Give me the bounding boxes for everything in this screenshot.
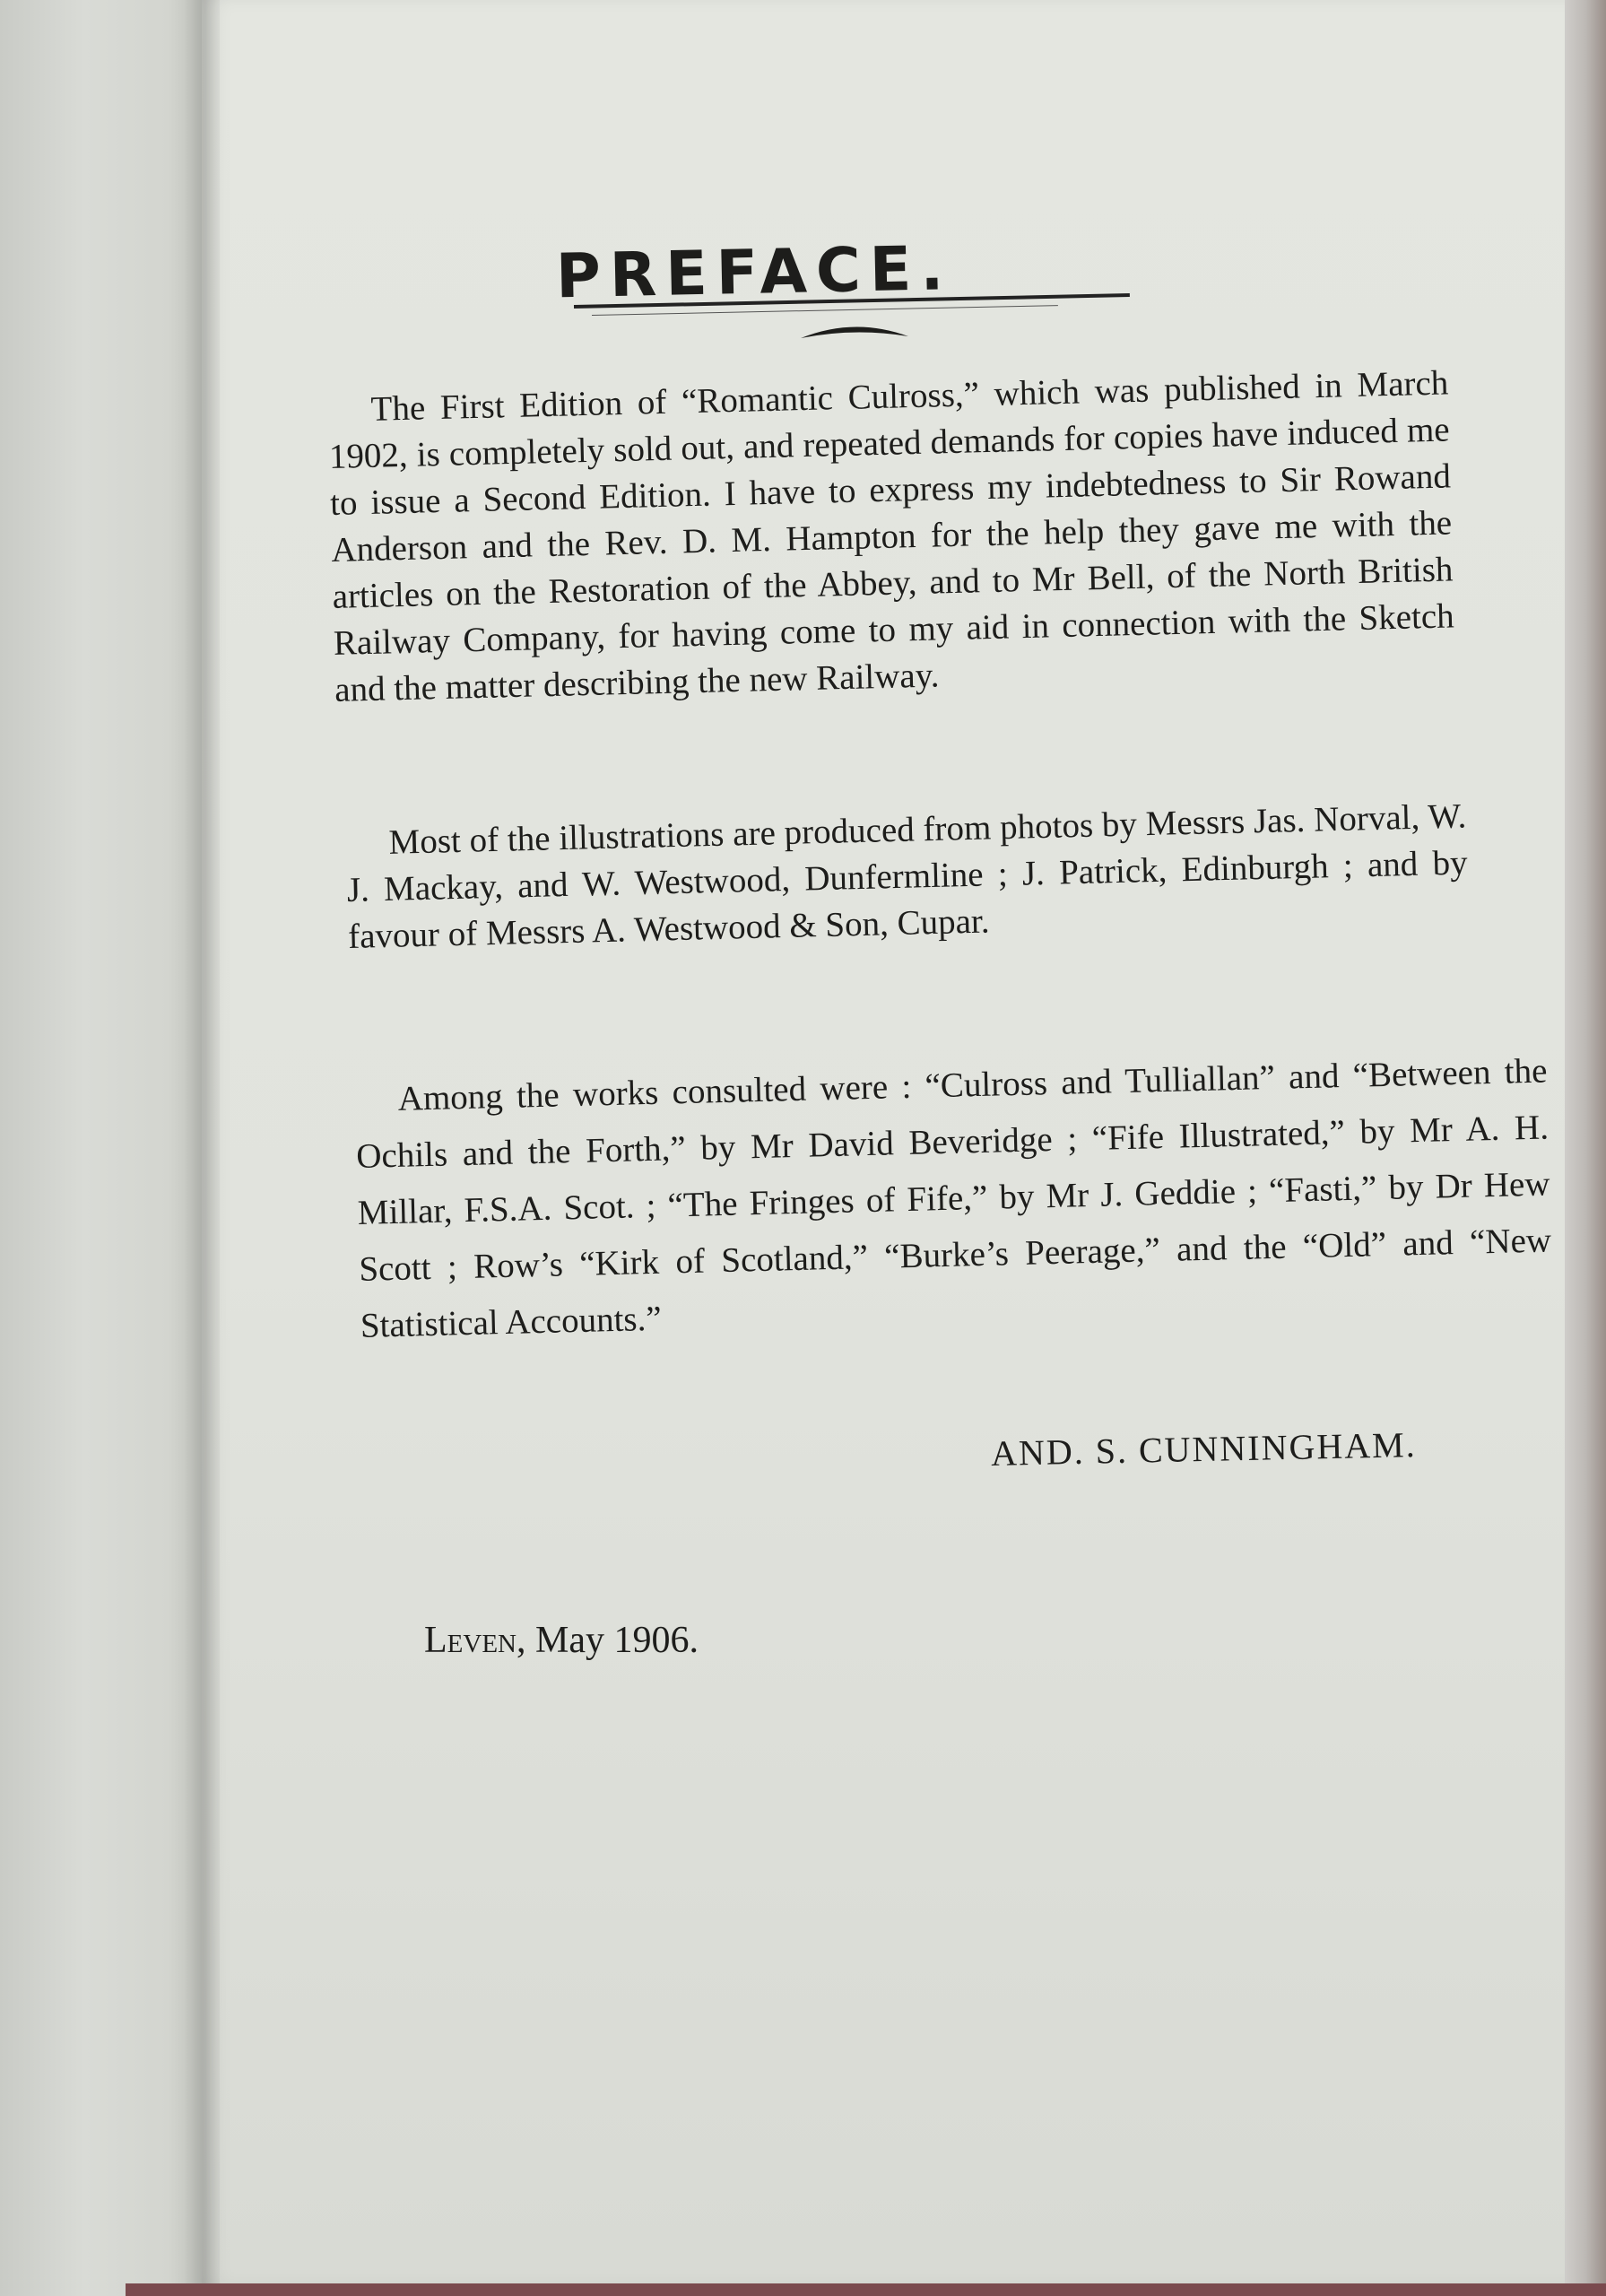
place-name: Leven xyxy=(424,1620,517,1661)
place-and-date xyxy=(424,1619,699,1662)
author-signature: AND. S. CUNNINGHAM. xyxy=(990,1424,1418,1474)
paragraph-indent xyxy=(346,854,389,855)
preface-paragraph-2 xyxy=(345,793,1469,960)
date-text: , May 1906. xyxy=(516,1620,699,1661)
paragraph-indent xyxy=(355,1110,398,1111)
preface-paragraph-1 xyxy=(327,360,1456,713)
page-title: PREFACE. xyxy=(555,233,953,313)
book-bottom-edge xyxy=(126,2283,1606,2296)
paragraph-indent xyxy=(328,421,371,422)
paragraph-1-text: The First Edition of “Romantic Culross,” which was published in March 1902, is completely sold out, and repeated demands for copies have induced me to issue a Second Edition. I have to express my indebtedness to Sir Rowand Anderson and the Rev. D. M. Hampton for the help they gave me with the articles on the Restoration of the Abbey, and to Mr Bell, of the North British Railway Company, for having come to my aid in connection with the Sketch and the matter describing the new Railway. xyxy=(328,363,1455,709)
book-gutter-shadow xyxy=(184,0,220,2296)
book-cover-edge xyxy=(1565,0,1606,2296)
paragraph-2-text: Most of the illustrations are produced from photos by Messrs Jas. Norval, W. J. Mackay, and W. Westwood, Dunfermline ; J. Patrick, Edinburgh ; and by favour of Messrs A. Westwood & Son, Cupar. xyxy=(346,796,1469,956)
preface-paragraph-3 xyxy=(354,1043,1553,1354)
title-ornament xyxy=(796,318,913,345)
paragraph-3-text: Among the works consulted were : “Culross and Tulliallan” and “Between the Ochils and the Forth,” by Mr David Beveridge ; “Fife Illustrated,” by Mr A. H. Millar, F.S.A. Scot. ; “The Fringes of Fife,” by Mr J. Geddie ; “Fasti,” by Dr Hew Scott ; Row’s “Kirk of Scotland,” “Burke’s Peerage,” and the “Old” and “New Statistical Accounts.” xyxy=(355,1051,1552,1345)
left-facing-page xyxy=(0,0,211,2296)
